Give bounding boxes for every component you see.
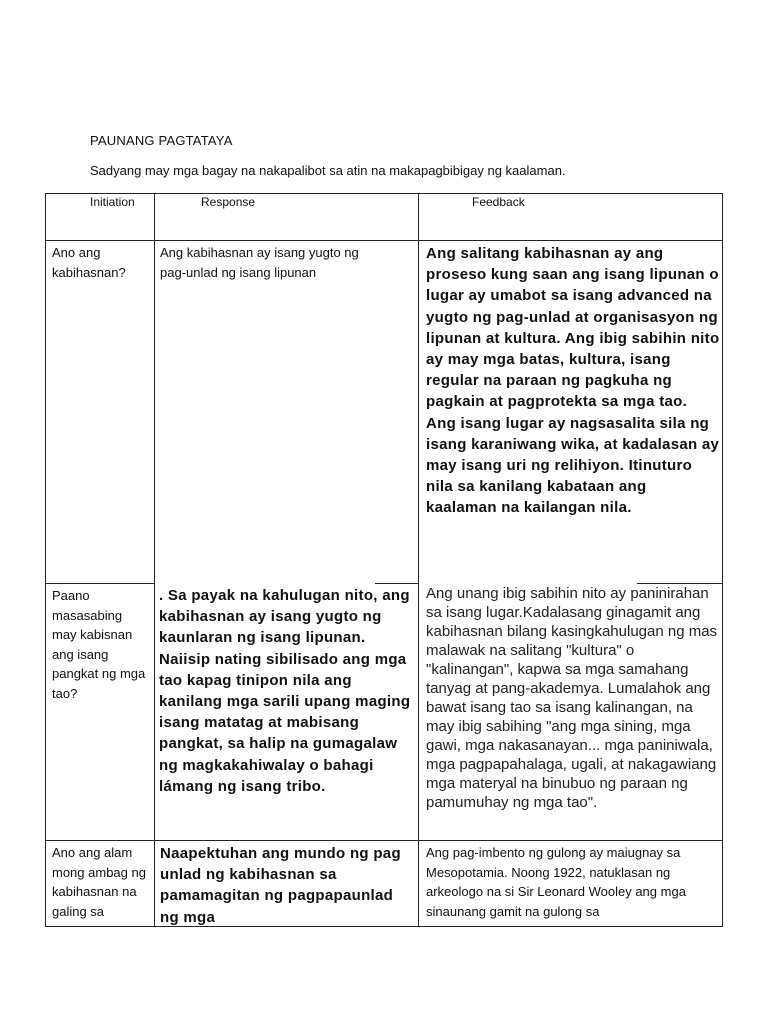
document-subtitle: Sadyang may mga bagay na nakapalibot sa atin na makapagbibigay ng kaalaman. bbox=[90, 163, 566, 178]
document-title: PAUNANG PAGTATAYA bbox=[90, 133, 233, 148]
row2-response: . Sa payak na kahulugan nito, ang kabihasnan ay isang yugto ng kaunlaran ng isang lipunan. Naiisip nating sibilisado ang mga tao kapag tinipon nila ang kanilang mga sarili upang maging isang matatag at mabisang pangkat, sa halip na gumagalaw ng magkakahiwalay o bahagi lámang ng isang tribo. bbox=[159, 587, 411, 795]
column-divider bbox=[154, 194, 155, 926]
header-initiation: Initiation bbox=[90, 195, 135, 209]
row2-initiation: Paano masasabing may kabisnan ang isang pangkat ng mga tao? bbox=[52, 588, 146, 701]
row2-feedback: Ang unang ibig sabihin nito ay paninirahan sa isang lugar.Kadalasang ginagamit ang kabihasnan bilang kasingkahulugan ng mas malawak na salitang "kultura" o "kalinangan", kapwa sa mga samahang tanyag at pang-akademya. Lumalahok ang bawat isang tao sa isang kalinangan, na may ibig sabihing "ang mga sining, mga gawi, mga nakasanayan... mga paniniwala, mga pagpapahalaga, ugali, at nakagawiang mga materyal na binubuo ng paraan ng pamumuhay ng mga tao". bbox=[426, 585, 718, 811]
row3-feedback: Ang pag-imbento ng gulong ay maiugnay sa Mesopotamia. Noong 1922, natuklasan ng arkeologo na si Sir Leonard Wooley ang mga sinaunang gamit na gulong sa bbox=[426, 845, 686, 919]
column-divider bbox=[418, 194, 419, 926]
row-divider bbox=[46, 240, 722, 241]
row3-response: Naapektuhan ang mundo ng pag unlad ng kabihasnan sa pamamagitan ng pagpapaunlad ng mga bbox=[160, 845, 401, 925]
row1-initiation: Ano ang kabihasnan? bbox=[52, 245, 126, 280]
assessment-table bbox=[45, 193, 723, 927]
row-divider bbox=[46, 840, 722, 841]
header-response: Response bbox=[201, 195, 256, 209]
row1-response: Ang kabihasnan ay isang yugto ng pag-unlad ng isang lipunan bbox=[160, 245, 359, 280]
row3-initiation: Ano ang alam mong ambag ng kabihasnan na galing sa bbox=[52, 845, 146, 919]
row1-feedback: Ang salitang kabihasnan ay ang proseso kung saan ang isang lipunan o lugar ay umabot sa isang advanced na yugto ng pag-unlad at organisasyon ng lipunan at kultura. Ang ibig sabihin nito ay may mga batas, kultura, isang regular na paraan ng pagkuha ng pagkain at pagprotekta sa mga tao. Ang isang lugar ay nagsasalita sila ng isang karaniwang wika, at kadalasan ay may isang uri ng relihiyon. Itinuturo nila sa kanilang kabataan ang kaalaman na kailangan nila. bbox=[426, 245, 720, 517]
header-feedback: Feedback bbox=[472, 195, 525, 209]
